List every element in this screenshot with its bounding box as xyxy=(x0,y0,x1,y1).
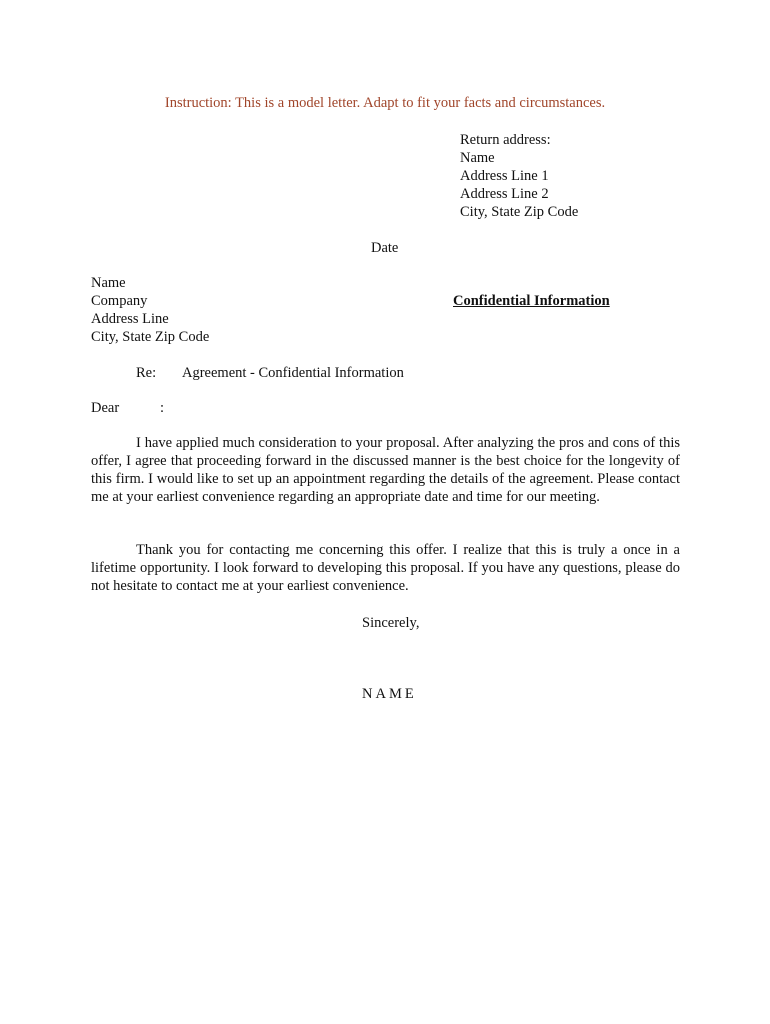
recipient-city-state-zip: City, State Zip Code xyxy=(91,329,210,345)
confidential-heading: Confidential Information xyxy=(453,293,610,309)
instruction-note: Instruction: This is a model letter. Adapt to fit your facts and circumstances. xyxy=(164,95,606,111)
letter-date: Date xyxy=(371,240,399,256)
salutation-colon: : xyxy=(160,400,165,416)
salutation-dear: Dear xyxy=(91,400,120,416)
return-address-label: Return address: xyxy=(460,132,551,148)
recipient-company: Company xyxy=(91,293,148,309)
re-subject: Agreement - Confidential Information xyxy=(182,365,404,381)
re-label: Re: xyxy=(136,365,157,381)
return-address-line-1: Address Line 1 xyxy=(460,168,549,184)
recipient-name: Name xyxy=(91,275,126,291)
signature-name: NAME xyxy=(362,686,417,702)
body-paragraph-2: Thank you for contacting me concerning this offer. I realize that this is truly a once in a lifetime opportunity. I look forward to developing this proposal. If you have any questions, please do not hesitate to contact me at your earliest convenience. xyxy=(91,542,680,594)
body-paragraph-1: I have applied much consideration to your proposal. After analyzing the pros and cons of this offer, I agree that proceeding forward in the discussed manner is the best choice for the longevity of this firm. I would like to set up an appointment regarding the details of the agreement. Please contact me at your earliest convenience regarding an appropriate date and time for our meeting. xyxy=(91,435,680,505)
recipient-address-block xyxy=(91,274,209,346)
return-address-line-2: Address Line 2 xyxy=(460,186,549,202)
closing: Sincerely, xyxy=(362,615,420,631)
return-address-name: Name xyxy=(460,150,495,166)
return-address-block xyxy=(460,131,578,221)
return-address-city-state-zip: City, State Zip Code xyxy=(460,204,579,220)
recipient-address-line: Address Line xyxy=(91,311,169,327)
